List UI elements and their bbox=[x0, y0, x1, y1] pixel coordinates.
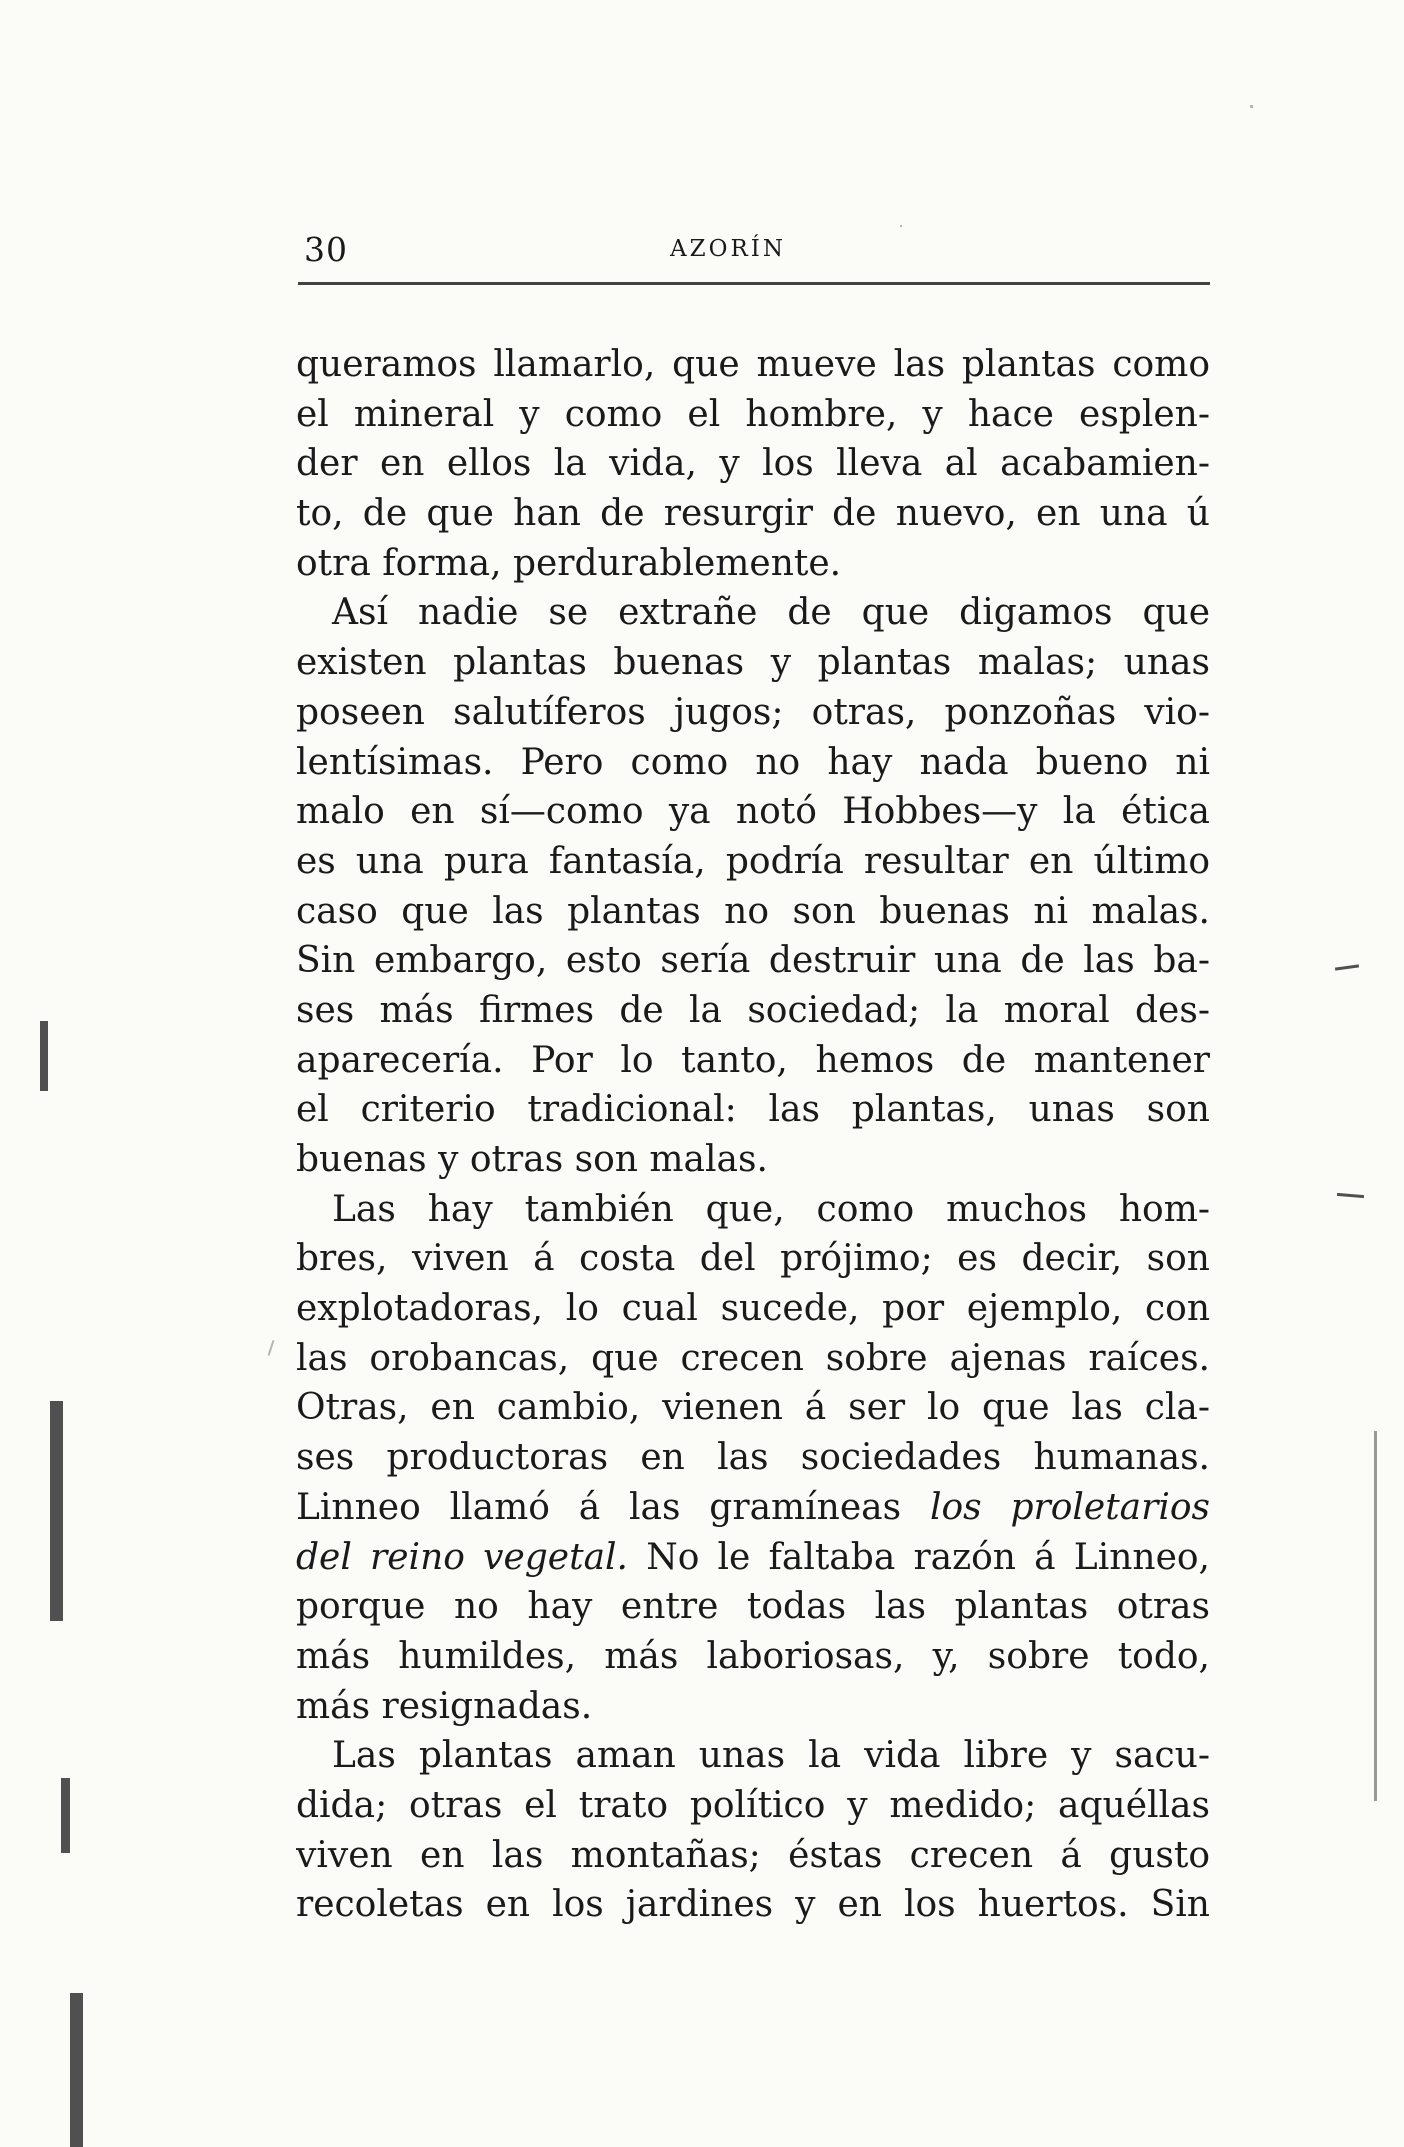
text-line: porque no hay entre todas las plantas otras bbox=[296, 1586, 1210, 1628]
running-title: AZORÍN bbox=[670, 236, 786, 262]
running-head bbox=[296, 222, 1210, 282]
paper-speck bbox=[268, 1340, 275, 1356]
italic-phrase: los proletarios bbox=[929, 1486, 1210, 1528]
text-line: más resignadas. bbox=[296, 1685, 593, 1727]
text-line: recoletas en los jardines y en los huertos. Sin bbox=[296, 1884, 1210, 1926]
scan-ink-mark bbox=[1335, 964, 1359, 970]
text-line: otra forma, perdurablemente. bbox=[296, 542, 842, 584]
text-line: ses más firmes de la sociedad; la moral des- bbox=[296, 989, 1210, 1031]
text-line: más humildes, más laboriosas, y, sobre todo, bbox=[296, 1635, 1210, 1677]
text-line: poseen salutíferos jugos; otras, ponzoñas vio- bbox=[296, 691, 1210, 733]
text-line: Sin embargo, esto sería destruir una de las ba- bbox=[296, 940, 1210, 982]
text-line: viven en las montañas; éstas crecen á gusto bbox=[296, 1834, 1210, 1876]
page-number: 30 bbox=[304, 230, 348, 269]
line-rest: No le faltaba razón á Linneo, bbox=[646, 1536, 1210, 1578]
text-line: las orobancas, que crecen sobre ajenas raíces. bbox=[296, 1337, 1210, 1379]
text-line: explotadoras, lo cual sucede, por ejemplo, con bbox=[296, 1288, 1210, 1330]
scan-shadow-mark bbox=[40, 1021, 48, 1091]
text-line: Otras, en cambio, vienen á ser lo que las cla- bbox=[296, 1387, 1210, 1429]
text-line: queramos llamarlo, que mueve las plantas como bbox=[296, 344, 1210, 385]
text-line: dida; otras el trato político y medido; aquéllas bbox=[296, 1784, 1210, 1826]
text-line: Las plantas aman unas la vida libre y sacu- bbox=[332, 1735, 1210, 1777]
scan-shadow-mark bbox=[61, 1778, 70, 1853]
text-line: caso que las plantas no son buenas ni malas. bbox=[296, 890, 1210, 932]
text-line: lentísimas. Pero como no hay nada bueno ni bbox=[296, 741, 1210, 783]
text-line: malo en sí—como ya notó Hobbes—y la ética bbox=[296, 791, 1210, 833]
line-prefix: Linneo llamó á las gramíneas bbox=[296, 1486, 902, 1528]
text-line: ses productoras en las sociedades humanas. bbox=[296, 1437, 1210, 1479]
paper-speck bbox=[1250, 105, 1253, 108]
text-line: Así nadie se extrañe de que digamos que bbox=[332, 592, 1210, 634]
scan-edge-mark bbox=[1374, 1431, 1377, 1801]
text-line: to, de que han de resurgir de nuevo, en una ú bbox=[296, 493, 1210, 535]
text-line: bres, viven á costa del prójimo; es decir, son bbox=[296, 1238, 1210, 1280]
text-line: el mineral y como el hombre, y hace esplen- bbox=[296, 393, 1210, 435]
text-line: Las hay también que, como muchos hom- bbox=[332, 1188, 1210, 1230]
text-line: existen plantas buenas y plantas malas; unas bbox=[296, 642, 1210, 684]
text-line: aparecería. Por lo tanto, hemos de mantener bbox=[296, 1039, 1210, 1081]
text-line: el criterio tradicional: las plantas, unas son bbox=[296, 1089, 1210, 1131]
body-text bbox=[296, 340, 1210, 1930]
scan-ink-mark bbox=[1337, 1193, 1364, 1198]
text-line-with-italic bbox=[296, 1483, 1210, 1533]
paragraph-plant-habitats bbox=[296, 1731, 1210, 1930]
scan-shadow-mark bbox=[50, 1401, 63, 1621]
paragraph-continuation bbox=[296, 340, 1210, 588]
paragraph-parasitic-plants bbox=[296, 1185, 1210, 1732]
text-line: der en ellos la vida, y los lleva al acabamien- bbox=[296, 443, 1210, 485]
text-line-with-italic bbox=[296, 1533, 1210, 1583]
header-rule bbox=[298, 282, 1210, 285]
scan-shadow-mark bbox=[70, 1993, 83, 2147]
paper-speck bbox=[900, 225, 902, 227]
text-line: es una pura fantasía, podría resultar en último bbox=[296, 840, 1210, 882]
italic-phrase: del reino vegetal. bbox=[296, 1536, 628, 1578]
paragraph-good-bad-plants bbox=[296, 588, 1210, 1184]
text-line: buenas y otras son malas. bbox=[296, 1139, 768, 1180]
